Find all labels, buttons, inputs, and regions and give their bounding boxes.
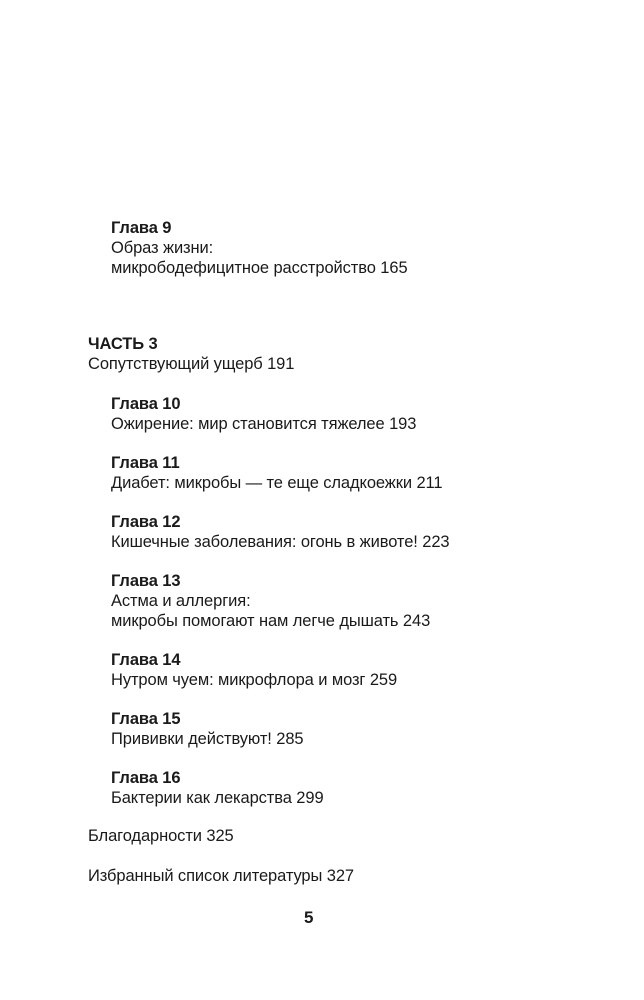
part-3-title: Сопутствующий ущерб 191: [88, 355, 295, 373]
part-3-heading: ЧАСТЬ 3: [88, 335, 158, 353]
chapter-15-heading: Глава 15: [111, 710, 181, 728]
chapter-9-title-line2: микрободефицитное расстройство 165: [111, 259, 408, 277]
acknowledgements-entry: Благодарности 325: [88, 827, 234, 845]
chapter-15-title: Прививки действуют! 285: [111, 730, 304, 748]
chapter-16-heading: Глава 16: [111, 769, 181, 787]
chapter-14-title: Нутром чуем: микрофлора и мозг 259: [111, 671, 398, 689]
chapter-9-heading: Глава 9: [111, 219, 172, 237]
chapter-9-title-line1: Образ жизни:: [111, 239, 214, 257]
chapter-13-title-line1: Астма и аллергия:: [111, 592, 251, 610]
bibliography-entry: Избранный список литературы 327: [88, 867, 354, 885]
chapter-16-title: Бактерии как лекарства 299: [111, 789, 324, 807]
chapter-11-title: Диабет: микробы — те еще сладкоежки 211: [111, 474, 443, 492]
chapter-14-heading: Глава 14: [111, 651, 181, 669]
chapter-13-title-line2: микробы помогают нам легче дышать 243: [111, 612, 431, 630]
page-number: 5: [304, 908, 314, 927]
chapter-12-heading: Глава 12: [111, 513, 181, 531]
chapter-12-title: Кишечные заболевания: огонь в животе! 223: [111, 533, 450, 551]
chapter-10-title: Ожирение: мир становится тяжелее 193: [111, 415, 417, 433]
chapter-11-heading: Глава 11: [111, 454, 180, 472]
chapter-10-heading: Глава 10: [111, 395, 181, 413]
chapter-13-heading: Глава 13: [111, 572, 181, 590]
